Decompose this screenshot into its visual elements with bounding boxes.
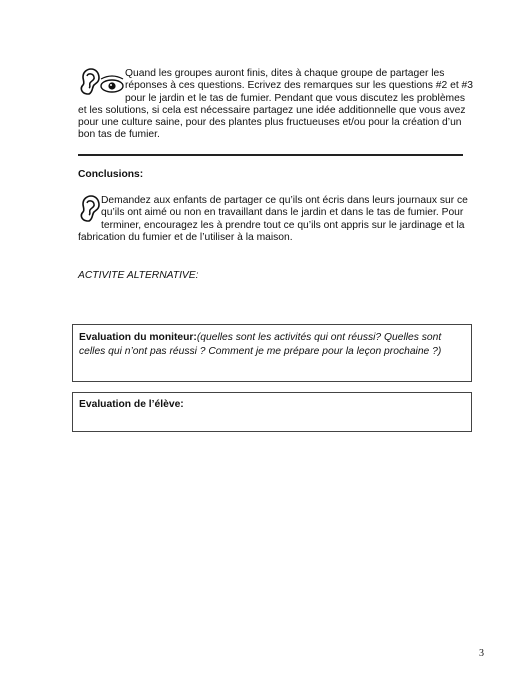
page-number: 3: [479, 648, 484, 659]
student-evaluation-label: Evaluation de l’élève:: [79, 399, 184, 410]
alternative-activity-label: ACTIVITE ALTERNATIVE:: [78, 270, 199, 281]
ear-icon: [78, 68, 124, 96]
student-evaluation-box[interactable]: [72, 392, 472, 432]
groups-sharing-text: Quand les groupes auront finis, dites à chaque groupe de partager les réponses à ces questions. Ecrivez des remarques sur les questions #2 et #3 pour le jardin et le tas de fumier. Pendant que vous discutez les problèmes et les solutions, si cela est nécessaire partagez une idée additionnelle que vous avez pour une culture saine, pour des plantes plus fructueuses et/ou pour la création d’un bon tas de fumier.: [78, 68, 473, 141]
instructor-evaluation-label: Evaluation du moniteur:: [79, 332, 197, 343]
ear-icon-wrapper: [78, 195, 100, 223]
section-divider: [78, 154, 463, 156]
conclusions-heading: Conclusions:: [78, 169, 144, 180]
instructor-evaluation-box[interactable]: [72, 324, 472, 382]
ear-eye-icons: [78, 68, 124, 96]
groups-sharing-paragraph: [78, 68, 474, 142]
conclusions-text: Demandez aux enfants de partager ce qu’ils ont écris dans leurs journaux sur ce qu’ils ont aimé ou non en travaillant dans le jardin et dans le tas de fumier. Pour terminer, encouragez les à prendre tout ce qu’ils ont appris sur le jardinage et la fabrication du fumier et de l’utiliser à la maison.: [78, 195, 468, 243]
conclusions-paragraph: [78, 195, 474, 244]
ear-icon: [78, 195, 100, 223]
instructor-evaluation-prompt: (quelles sont les activités qui ont réussi? Quelles sont celles qui n’ont pas réussi ? Comment je me prépare pour la leçon prochaine ?): [79, 332, 442, 357]
